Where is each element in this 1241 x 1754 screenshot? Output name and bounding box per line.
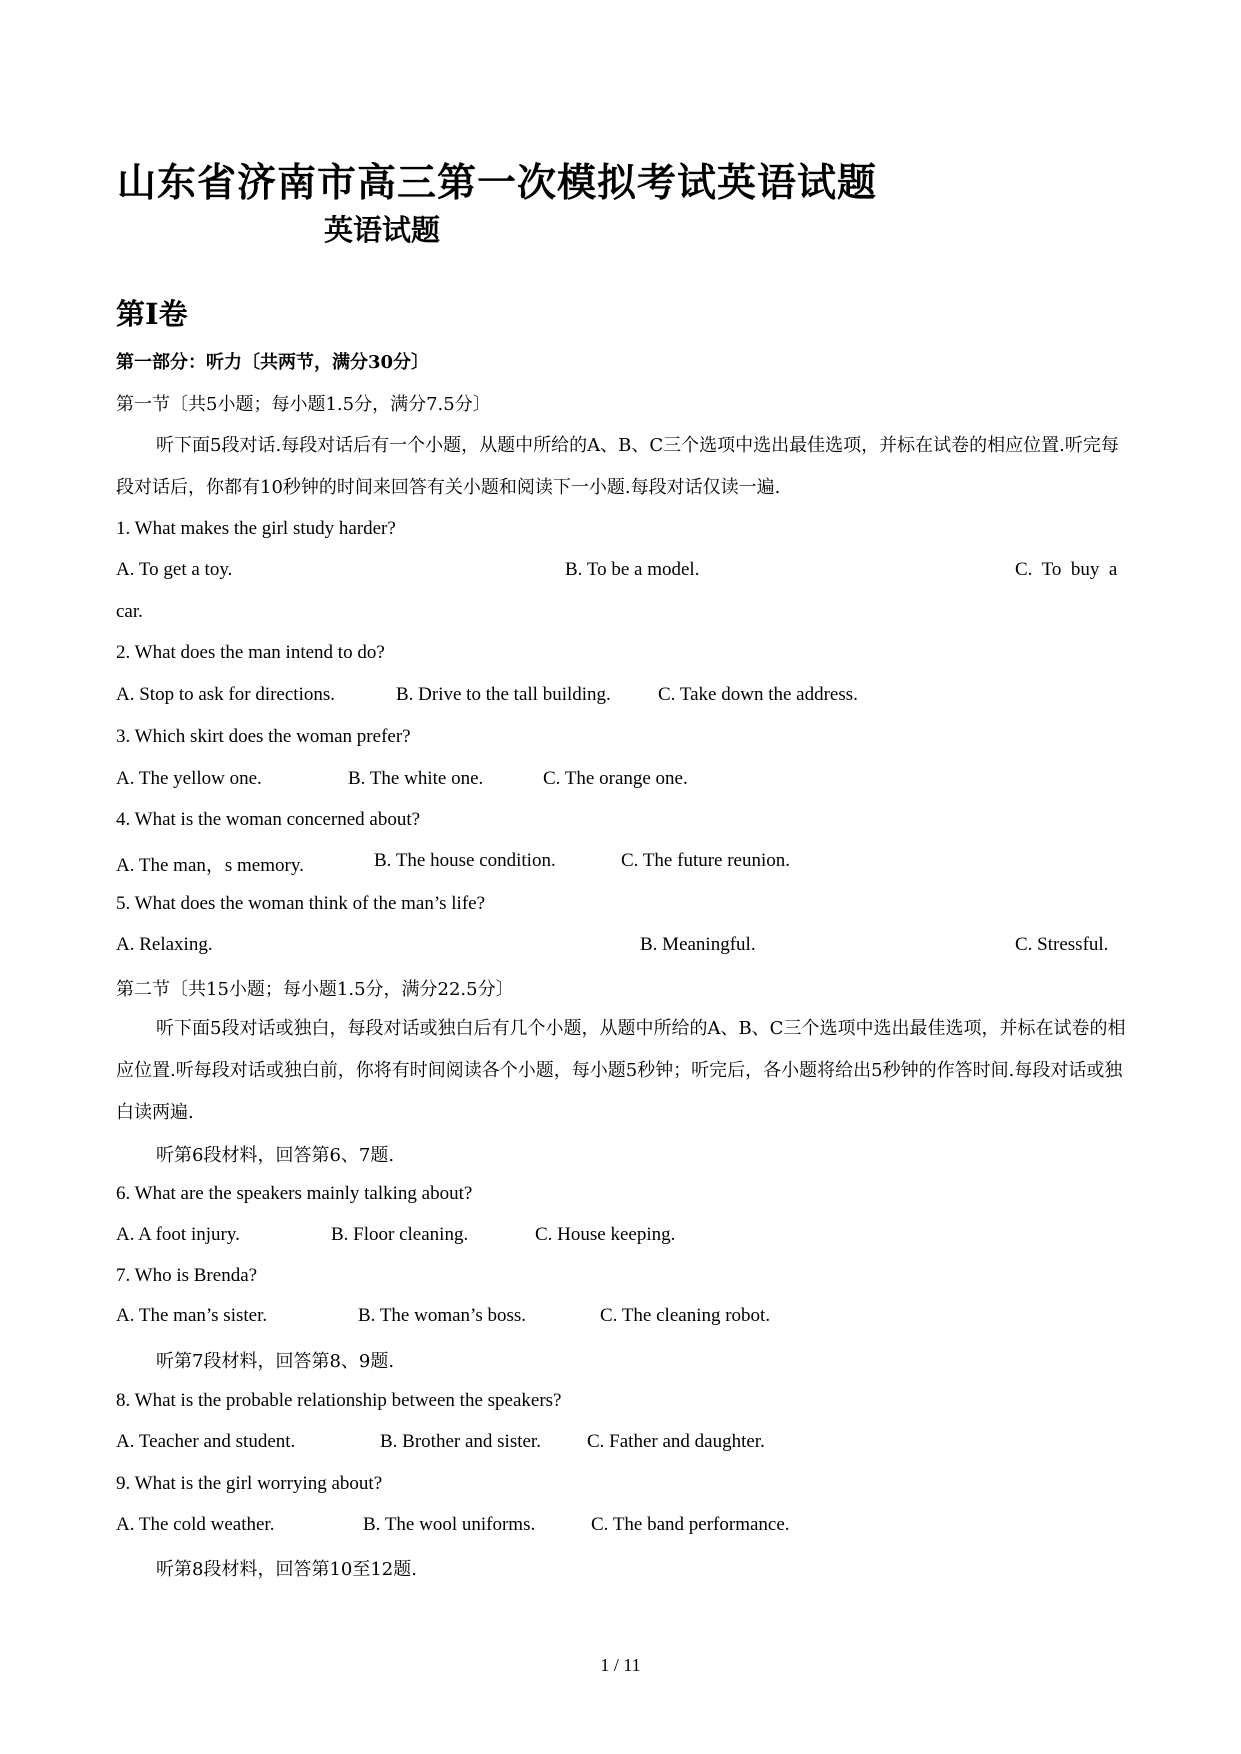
- part1-heading: 第一部分：听力〔共两节，满分30分〕: [116, 352, 430, 373]
- option-7b: B. The woman’s boss.: [358, 1305, 527, 1326]
- option-9a: A. The cold weather.: [116, 1514, 275, 1535]
- question-5: 5. What does the woman think of the man’s life?: [116, 893, 486, 914]
- option-8b: B. Brother and sister.: [380, 1431, 541, 1452]
- option-2a: A. Stop to ask for directions.: [116, 684, 336, 705]
- option-5a: A. Relaxing.: [116, 934, 213, 955]
- question-9: 9. What is the girl worrying about?: [116, 1473, 383, 1494]
- question-4: 4. What is the woman concerned about?: [116, 809, 421, 830]
- option-1c: C. To buy a: [1015, 559, 1118, 580]
- material-7-note: 听第7段材料，回答第8、9题.: [156, 1351, 395, 1372]
- section1-instruction: 听下面5段对话.每段对话后有一个小题，从题中所给的A、B、C三个选项中选出最佳选项，并标在试卷的相应位置.听完每段对话后，你都有10秒钟的时间来回答有关小题和阅读下一小题.每段对话仅读一遍.: [116, 435, 1119, 498]
- material-6-note: 听第6段材料，回答第6、7题.: [156, 1145, 395, 1166]
- material-8-note: 听第8段材料，回答第10至12题.: [156, 1559, 417, 1580]
- option-5b: B. Meaningful.: [640, 934, 756, 955]
- option-9b: B. The wool uniforms.: [363, 1514, 536, 1535]
- question-7: 7. Who is Brenda?: [116, 1265, 258, 1286]
- section2-instruction: 听下面5段对话或独白，每段对话或独白后有几个小题，从题中所给的A、B、C三个选项中选出最佳选项，并标在试卷的相应位置.听每段对话或独白前，你将有时间阅读各个小题，每小题5秒钟；听完后，各小题将给出5秒钟的作答时间.每段对话或独白读两遍.: [116, 1018, 1126, 1123]
- question-6: 6. What are the speakers mainly talking about?: [116, 1183, 473, 1204]
- option-6b: B. Floor cleaning.: [331, 1224, 469, 1245]
- option-7c: C. The cleaning robot.: [600, 1305, 771, 1326]
- question-2: 2. What does the man intend to do?: [116, 642, 385, 663]
- section2-heading: 第二节〔共15小题；每小题1.5分，满分22.5分〕: [116, 979, 514, 1000]
- option-4c: C. The future reunion.: [621, 850, 791, 871]
- option-2c: C. Take down the address.: [658, 684, 858, 705]
- document-title: 山东省济南市高三第一次模拟考试英语试题: [117, 160, 878, 206]
- option-3b: B. The white one.: [348, 768, 484, 789]
- option-5c: C. Stressful.: [1015, 934, 1109, 955]
- option-2b: B. Drive to the tall building.: [396, 684, 611, 705]
- question-3: 3. Which skirt does the woman prefer?: [116, 726, 411, 747]
- option-1c-continued: car.: [116, 601, 143, 622]
- volume-heading: 第Ⅰ卷: [116, 297, 188, 331]
- option-7a: A. The man’s sister.: [116, 1305, 268, 1326]
- document-subtitle: 英语试题: [324, 213, 441, 247]
- option-6c: C. House keeping.: [535, 1224, 676, 1245]
- option-8c: C. Father and daughter.: [587, 1431, 765, 1452]
- page-number: 1 / 11: [600, 1655, 641, 1675]
- question-1: 1. What makes the girl study harder?: [116, 518, 396, 539]
- option-3a: A. The yellow one.: [116, 768, 262, 789]
- option-4b: B. The house condition.: [374, 850, 556, 871]
- option-1b: B. To be a model.: [565, 559, 700, 580]
- option-4a: A. The man，s memory.: [116, 855, 304, 876]
- option-6a: A. A foot injury.: [116, 1224, 240, 1245]
- option-8a: A. Teacher and student.: [116, 1431, 296, 1452]
- question-8: 8. What is the probable relationship between the speakers?: [116, 1390, 562, 1411]
- section1-heading: 第一节〔共5小题；每小题1.5分，满分7.5分〕: [116, 394, 491, 415]
- option-9c: C. The band performance.: [591, 1514, 790, 1535]
- option-3c: C. The orange one.: [543, 768, 688, 789]
- option-1a: A. To get a toy.: [116, 559, 233, 580]
